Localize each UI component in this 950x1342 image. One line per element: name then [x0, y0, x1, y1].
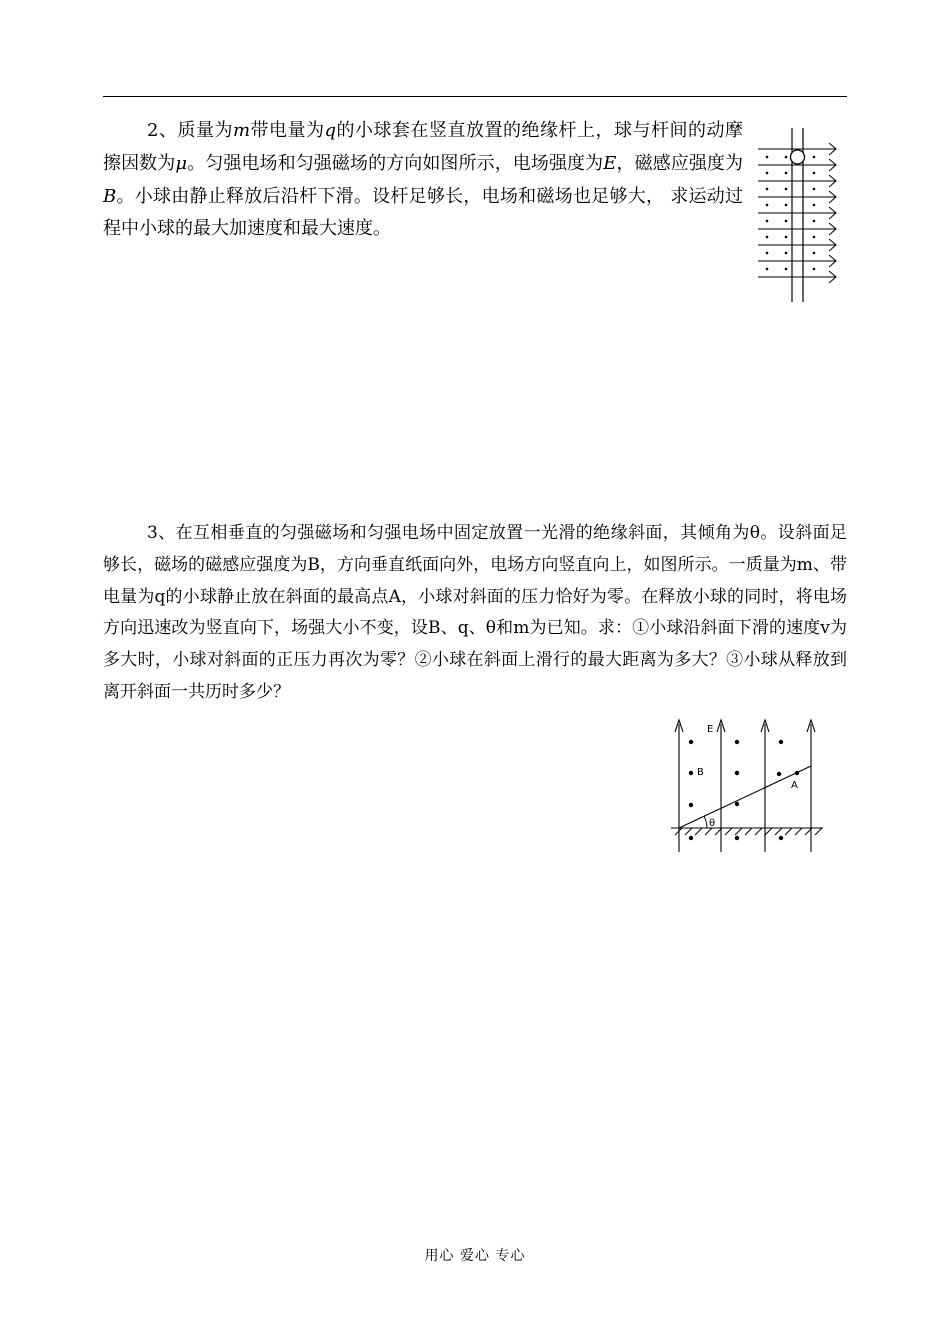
field-label-E: E	[707, 724, 714, 735]
p2-var-B: B	[103, 185, 117, 207]
problem-2-figure	[752, 126, 844, 304]
ball	[791, 150, 805, 164]
problem-3-figure	[667, 714, 829, 854]
page-footer: 用心 爱心 专心	[424, 1248, 526, 1264]
problem-3-text	[103, 518, 847, 709]
magnetic-field-dots	[689, 740, 799, 840]
p3-segment: 3、在互相垂直的匀强磁场和匀强电场中固定放置一光滑的绝缘斜面，其倾角为θ。设斜面足够长，磁场的磁感应强度为B，方向垂直纸面向外，电场方向竖直向上，如图所示。一质量为m、带电量为q的小球静止放在斜面的最高点A，小球对斜面的压力恰好为零。在释放小球的同时，将电场方向迅速改为竖直向下，场强大小不变，设B、q、θ和m为已知。求：①小球沿斜面下滑的速度v为多大时，小球对斜面的正压力再次为零？②小球在斜面上滑行的最大距离为多大？③小球从释放到离开斜面一共历时多少？	[103, 523, 847, 702]
p2-segment: 的小球套在竖直放置的绝缘杆上，球与杆间的动摩擦因数为	[103, 120, 744, 174]
p2-var-mu: μ	[175, 152, 188, 174]
header-rule	[103, 96, 847, 97]
p2-segment: 带电量为	[250, 120, 325, 141]
p2-segment: ，磁感应强度为	[616, 152, 744, 174]
angle-arc	[704, 816, 707, 828]
angle-label-theta: θ	[709, 818, 716, 829]
p2-segment: 。小球由静止释放后沿杆下滑。设杆足够长，电场和磁场也足够大， 求运动过程中小球的最大加速度和最大速度。	[103, 185, 743, 240]
p2-segment: 2、质量为	[147, 120, 233, 141]
p2-var-E: E	[603, 152, 617, 174]
ground	[671, 828, 823, 835]
point-label-A: A	[791, 780, 798, 791]
problem-2-text	[103, 115, 743, 246]
p2-var-m: m	[232, 120, 251, 141]
p2-var-q: q	[324, 120, 337, 141]
p2-segment: 。匀强电场和匀强磁场的方向如图所示，电场强度为	[187, 152, 604, 174]
field-label-B: B	[697, 767, 704, 778]
